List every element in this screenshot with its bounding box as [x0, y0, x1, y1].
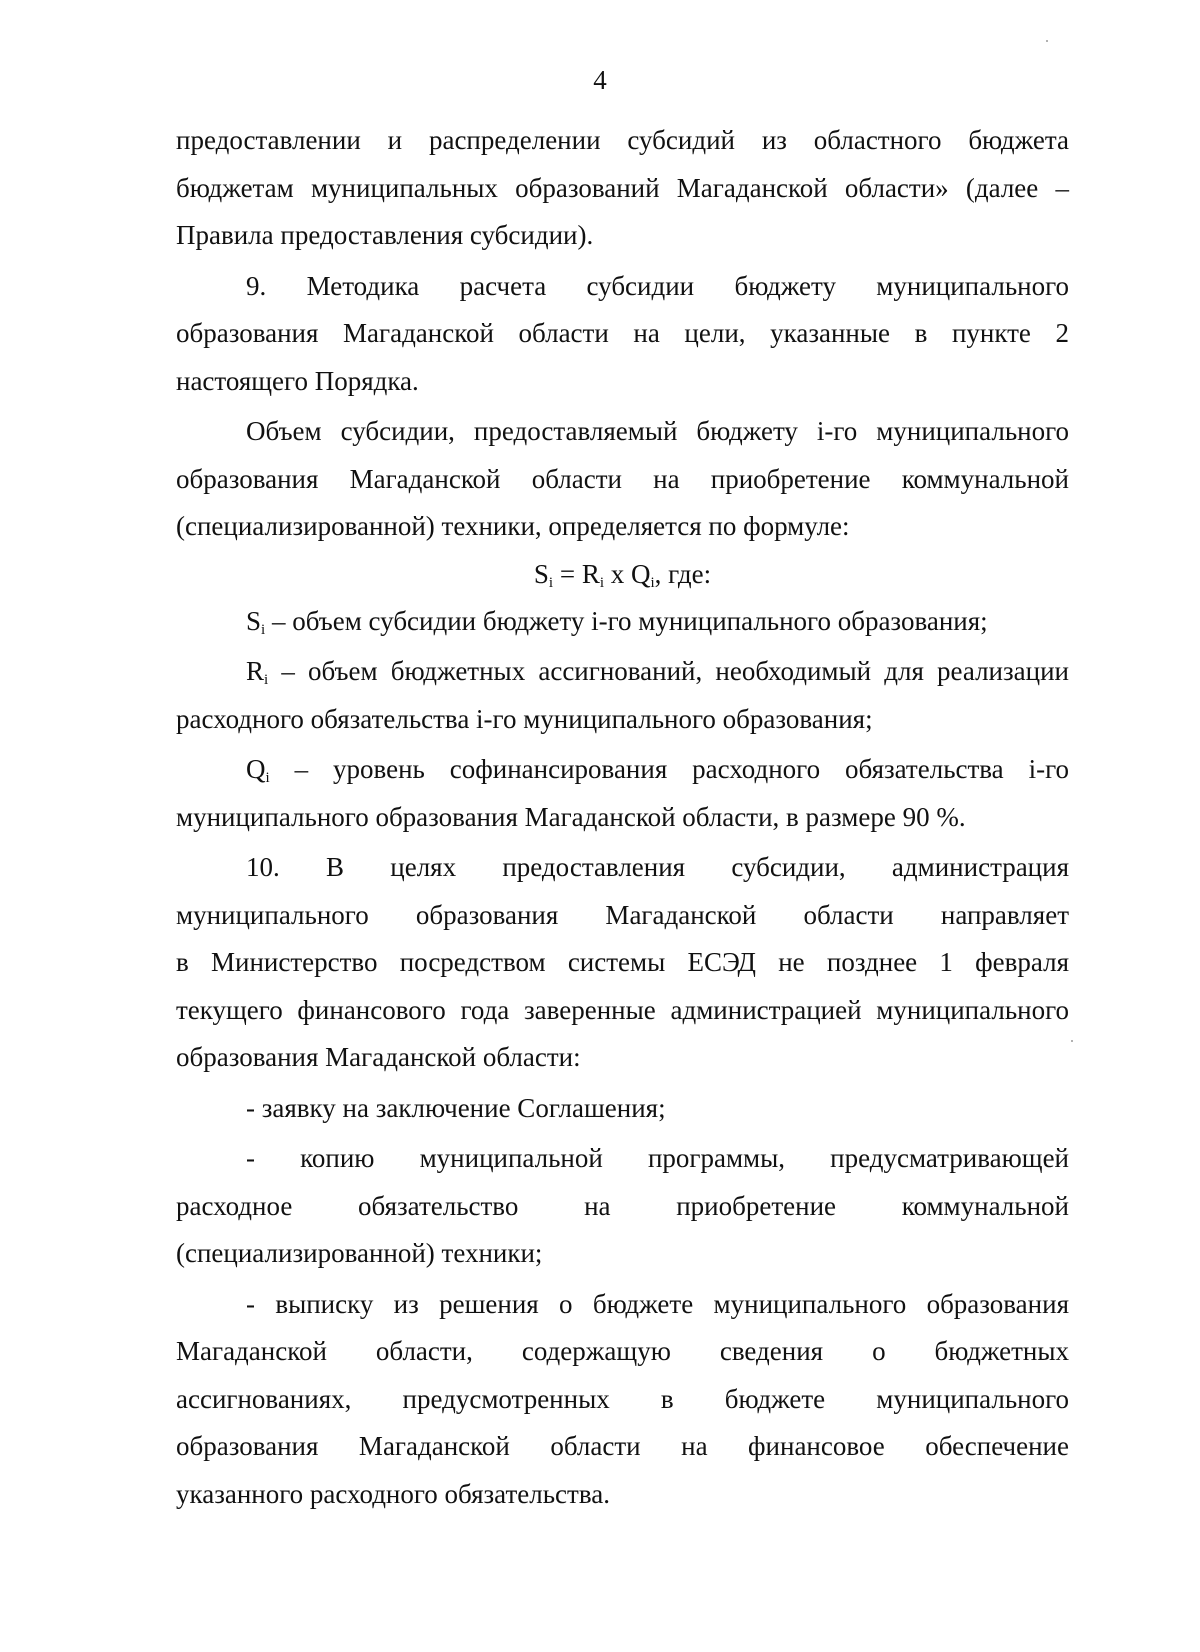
text-line: в Министерство посредством системы ЕСЭД не позднее 1 февраля: [176, 947, 1069, 977]
text-line: муниципального образования Магаданской области направляет: [176, 899, 1069, 930]
formula: [176, 551, 1069, 598]
text-line: текущего финансового года заверенные администрацией муниципального: [176, 994, 1069, 1025]
formula-tail: , где:: [654, 558, 712, 589]
list-item: [176, 1085, 1069, 1133]
text-line: образования Магаданской области на приобретение коммунальной: [176, 463, 1069, 494]
def-text: – объем субсидии бюджету i-го муниципального образования;: [265, 605, 988, 636]
text-line: - выписку из решения о бюджете муниципального образования: [246, 1288, 1069, 1319]
definition-r: [176, 648, 1069, 743]
text-line: Правила предоставления субсидии).: [176, 220, 594, 250]
text-line: (специализированной) техники;: [176, 1238, 543, 1268]
text-line: образования Магаданской области на финансовое обеспечение: [176, 1431, 1069, 1461]
definition-s: [176, 598, 1069, 646]
formula-q: Q: [631, 558, 651, 589]
text-line: муниципального образования Магаданской области, в размере 90 %.: [176, 801, 966, 832]
list-item: [176, 1281, 1069, 1519]
text-line: 10. В целях предоставления субсидии, администрация: [246, 852, 1069, 882]
text-line: ассигнованиях, предусмотренных в бюджете муниципального: [176, 1383, 1069, 1414]
text-line: бюджетам муниципальных образований Магаданской области» (далее –: [176, 172, 1069, 203]
definition-q: [176, 746, 1069, 841]
def-sub: i: [265, 770, 270, 786]
text-line: - копию муниципальной программы, предусматривающей: [246, 1143, 1069, 1173]
formula-sub: i: [599, 574, 604, 591]
list-item: [176, 1135, 1069, 1278]
text-line: - заявку на заключение Соглашения;: [246, 1092, 666, 1123]
formula-sub: i: [548, 574, 554, 591]
text-line: Магаданской области, содержащую сведения о бюджетных: [176, 1336, 1069, 1366]
text-line: настоящего Порядка.: [176, 365, 419, 396]
text-line: [176, 746, 1069, 794]
text-line: [176, 648, 1069, 696]
text-line: образования Магаданской области на цели, указанные в пункте 2: [176, 318, 1069, 348]
def-text: – объем бюджетных ассигнований, необходимый для реализации: [268, 656, 1069, 686]
paragraph-continuation: [176, 117, 1069, 260]
scan-speck: [1071, 1040, 1073, 1042]
text-line: предоставлении и распределении субсидий из областного бюджета: [176, 125, 1069, 155]
def-letter: R: [246, 656, 265, 686]
def-letter: Q: [246, 754, 266, 784]
text-line: [176, 598, 1069, 646]
paragraph-item-9: [176, 263, 1069, 406]
def-text: – уровень софинансирования расходного обязательства i-го: [269, 754, 1069, 784]
def-sub: i: [261, 621, 266, 638]
formula-times: x: [604, 558, 631, 589]
text-line: образования Магаданской области:: [176, 1042, 581, 1072]
document-body: [176, 117, 1069, 1518]
formula-sub: i: [650, 574, 655, 591]
def-letter: S: [246, 605, 262, 636]
formula-equals: =: [553, 558, 582, 589]
text-line: (специализированной) техники, определяется по формуле:: [176, 511, 850, 541]
text-line: 9. Методика расчета субсидии бюджету муниципального: [246, 270, 1069, 301]
formula-s: S: [533, 558, 549, 589]
scan-speck: [1046, 40, 1048, 42]
text-line: расходное обязательство на приобретение коммунальной: [176, 1190, 1069, 1221]
text-line: Объем субсидии, предоставляемый бюджету i-го муниципального: [246, 416, 1069, 446]
paragraph-item-10: [176, 844, 1069, 1082]
def-sub: i: [264, 672, 269, 688]
paragraph-subsidy-volume: [176, 408, 1069, 551]
formula-r: R: [581, 558, 600, 589]
page-number: 4: [593, 65, 607, 95]
text-line: расходного обязательства i-го муниципального образования;: [176, 703, 873, 734]
text-line: указанного расходного обязательства.: [176, 1478, 610, 1509]
